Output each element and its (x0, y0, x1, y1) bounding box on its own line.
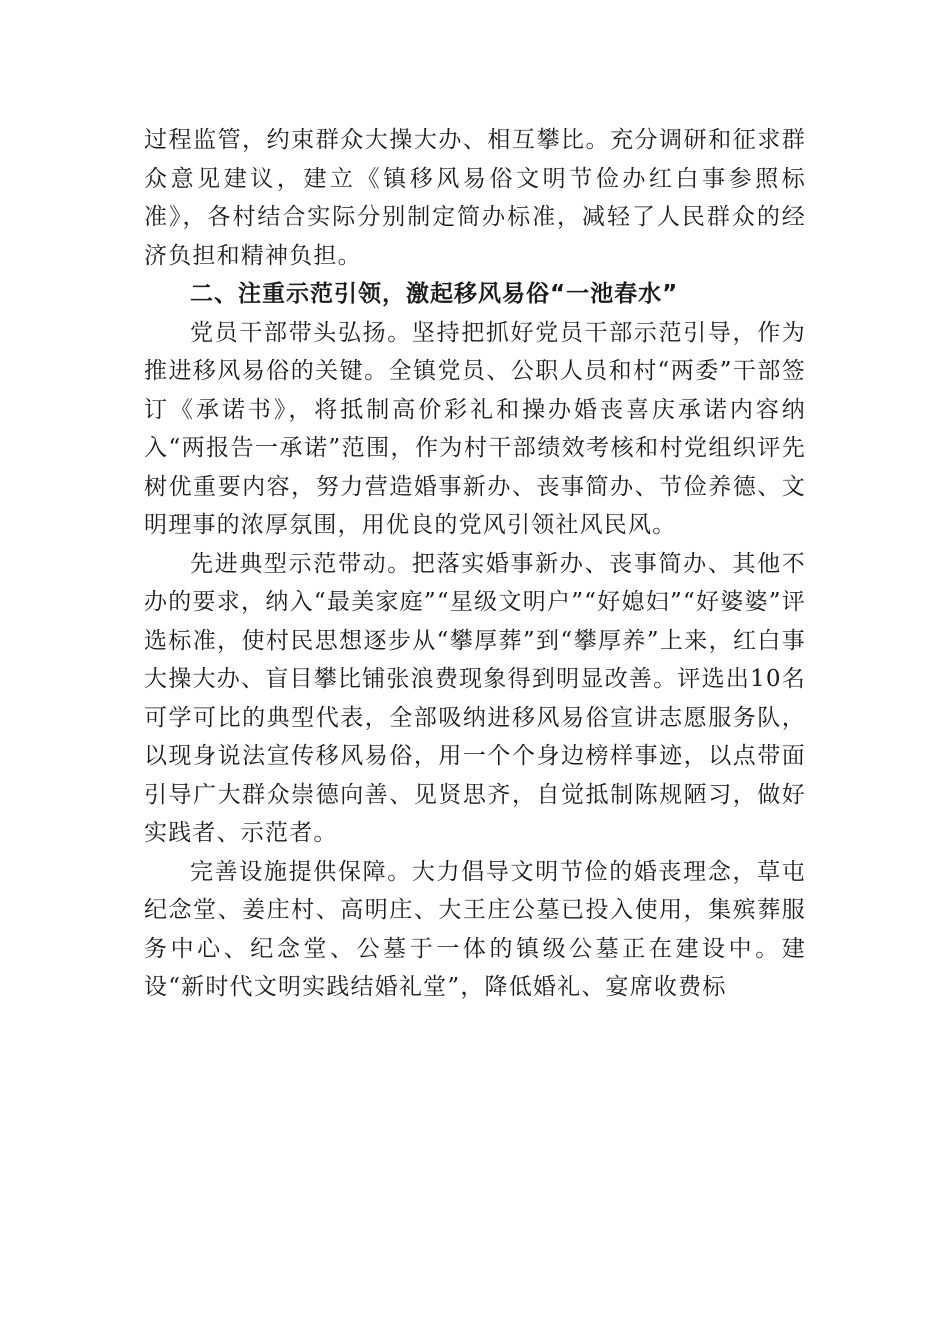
paragraph-1: 过程监管，约束群众大操大办、相互攀比。充分调研和征求群众意见建议，建立《镇移风易俗文明节俭办红白事参照标准》，各村结合实际分别制定简办标准，减轻了人民群众的经济负担和精神负担。 (144, 127, 806, 269)
paragraph-role-models: 先进典型示范带动。把落实婚事新办、丧事简办、其他不办的要求，纳入“最美家庭”“星级文明户”“好媳妇”“好婆婆”评选标准，使村民思想逐步从“攀厚葬”到“攀厚养”上来，红白事大操大办、盲目攀比铺张浪费现象得到明显改善。评选出10名可学可比的典型代表，全部吸纳进移风易俗宣讲志愿服务队，以现身说法宣传移风易俗，用一个个身边榜样事迹，以点带面引导广大群众崇德向善、见贤思齐，自觉抵制陈规陋习，做好实践者、示范者。 (144, 550, 806, 846)
paragraph-facilities: 完善设施提供保障。大力倡导文明节俭的婚丧理念，草屯纪念堂、姜庄村、高明庄、大王庄公墓已投入使用，集殡葬服务中心、纪念堂、公墓于一体的镇级公墓正在建设中。建设“新时代文明实践结婚礼堂”，降低婚礼、宴席收费标 (144, 858, 806, 1000)
document-page (144, 121, 806, 1007)
paragraph-party-members: 党员干部带头弘扬。坚持把抓好党员干部示范引导，作为推进移风易俗的关键。全镇党员、公职人员和村“两委”干部签订《承诺书》，将抵制高价彩礼和操办婚丧喜庆承诺内容纳入“两报告一承诺”范围，作为村干部绩效考核和村党组织评先树优重要内容，努力营造婚事新办、丧事简办、节俭养德、文明理事的浓厚氛围，用优良的党风引领社风民风。 (144, 319, 806, 538)
section-heading: 二、注重示范引领，激起移风易俗“一池春水” (190, 281, 679, 307)
